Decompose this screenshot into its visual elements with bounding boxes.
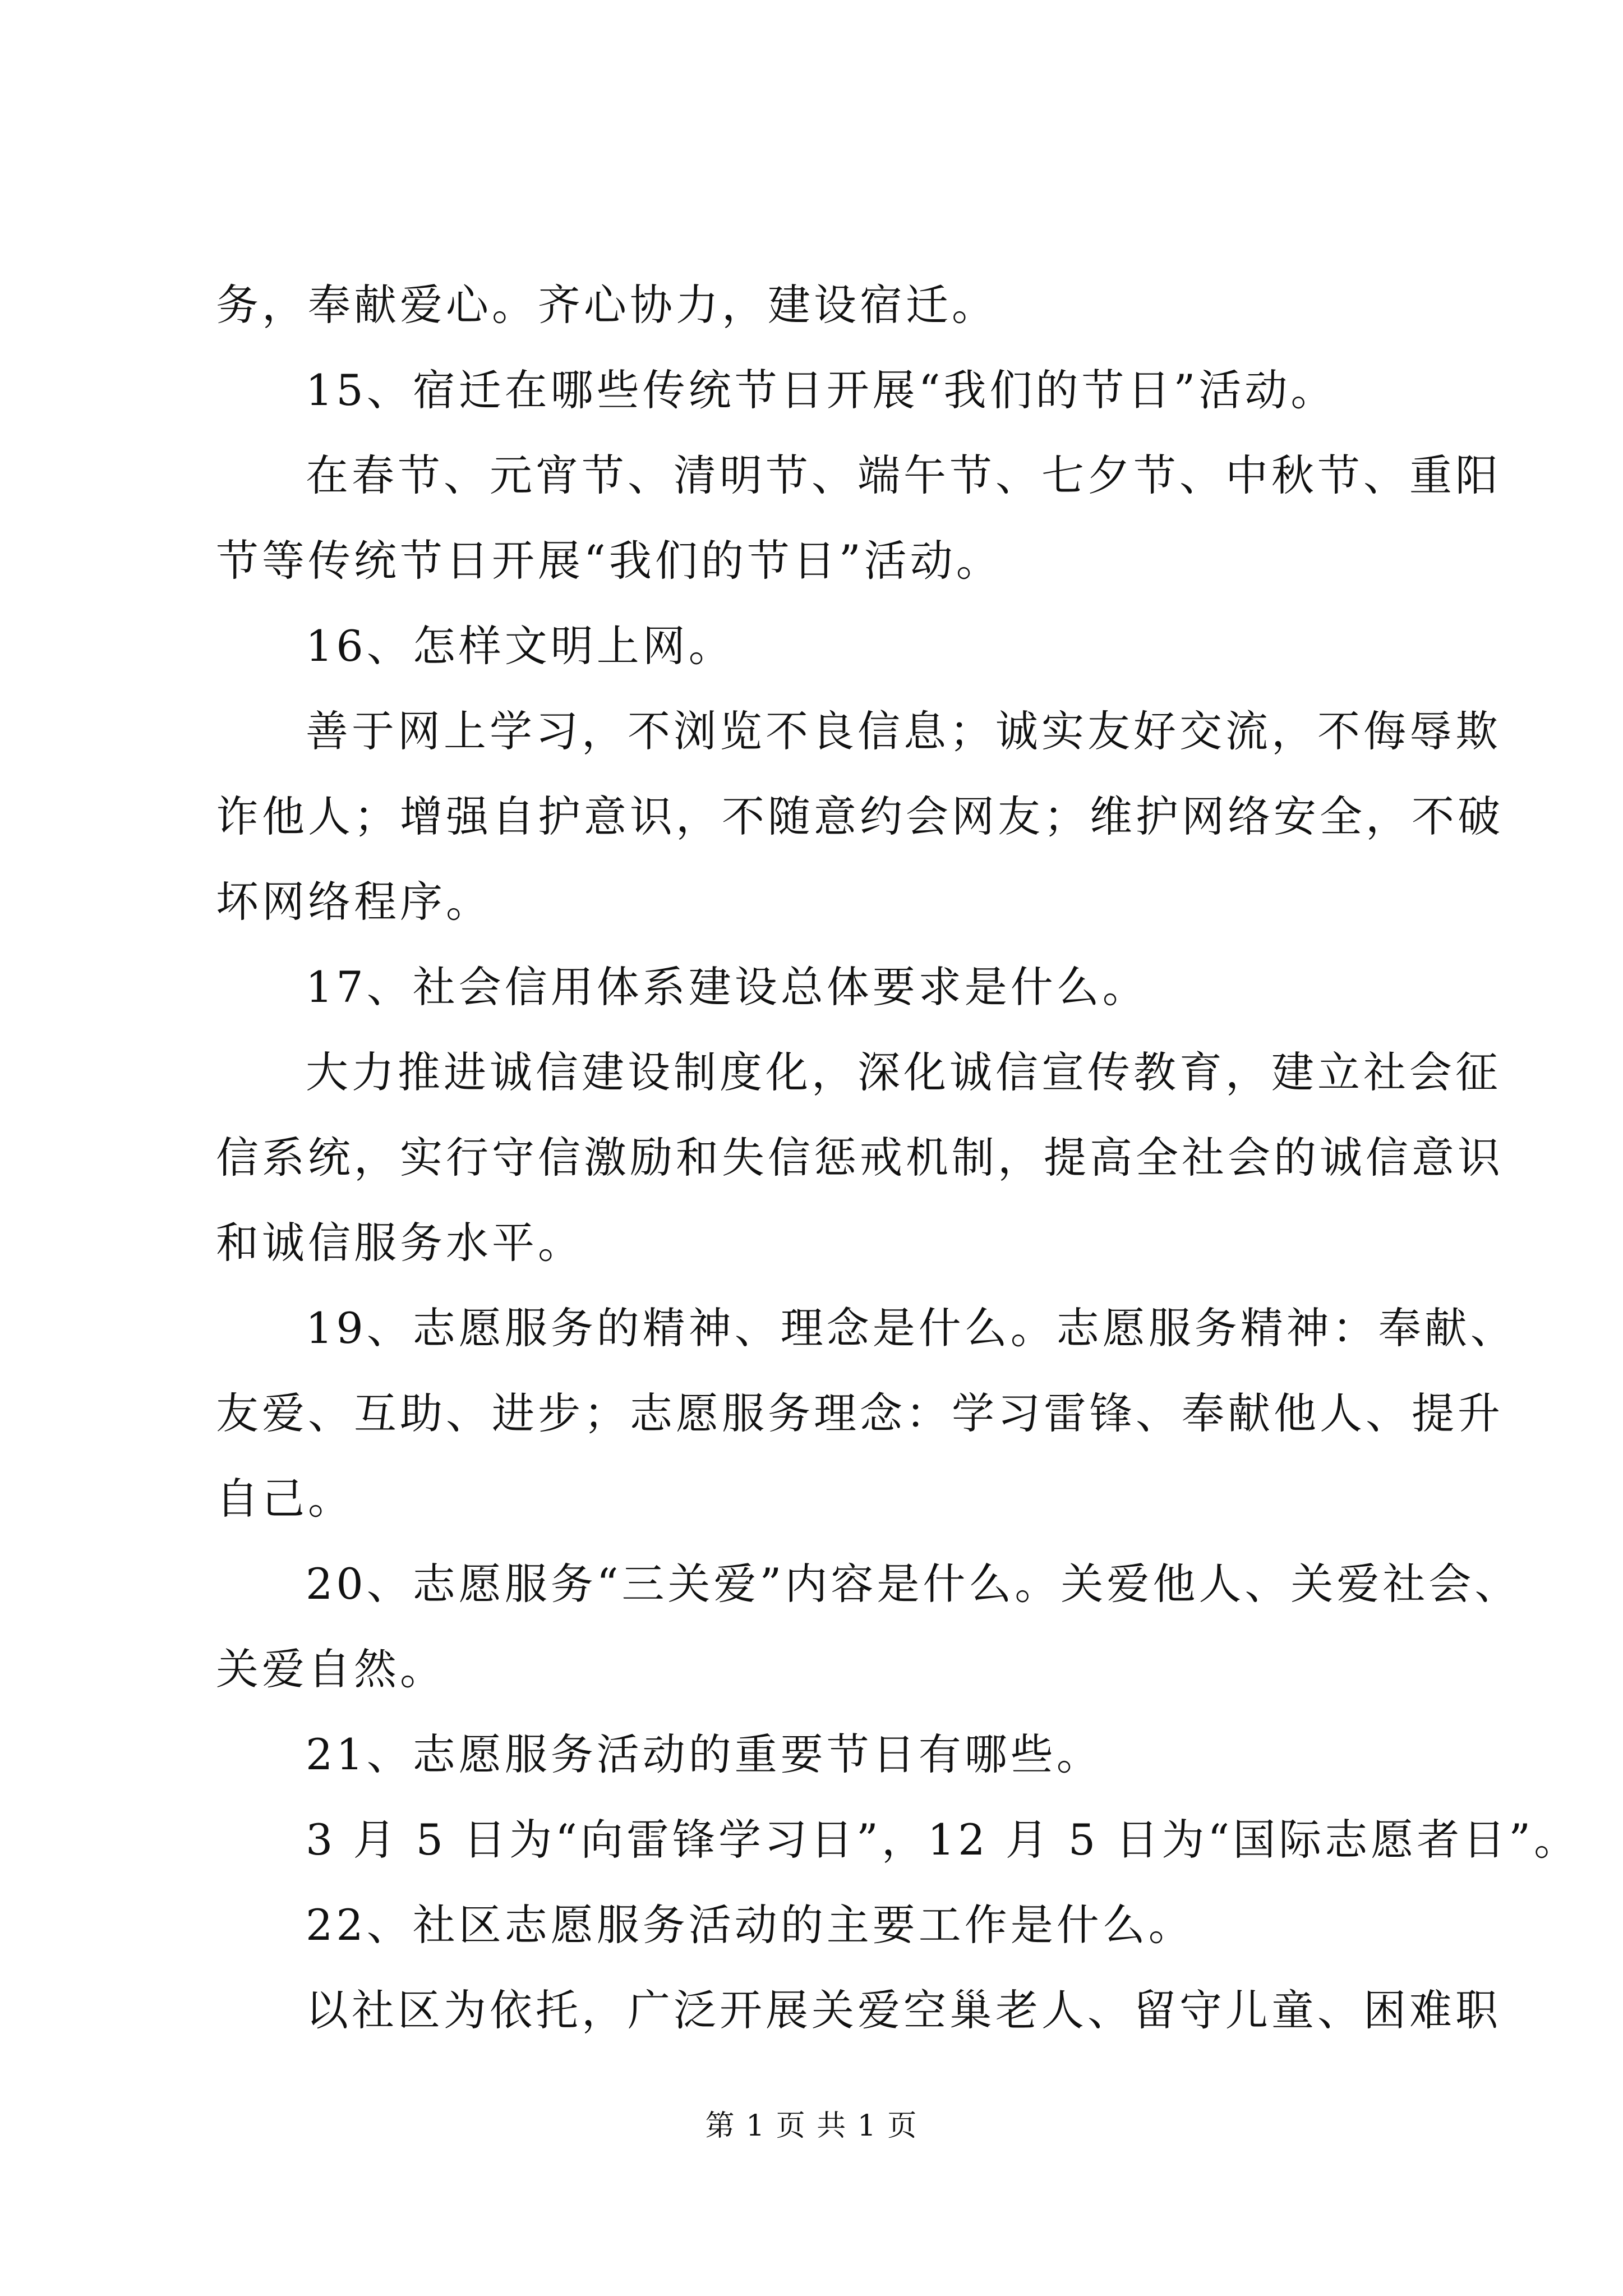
text-line-6: 善于网上学习，不浏览不良信息；诚实友好交流，不侮辱欺: [306, 706, 1501, 756]
text-line-15: 自己。: [216, 1474, 354, 1524]
text-line-17: 关爱自然。: [216, 1644, 446, 1694]
text-line-12: 和诚信服务水平。: [216, 1218, 584, 1268]
text-line-14: 友爱、互助、进步；志愿服务理念：学习雷锋、奉献他人、提升: [216, 1388, 1504, 1438]
text-line-16: 20、志愿服务“三关爱”内容是什么。关爱他人、关爱社会、: [306, 1559, 1521, 1609]
text-line-3: 在春节、元宵节、清明节、端午节、七夕节、中秋节、重阳: [306, 450, 1501, 500]
text-line-19: 3 月 5 日为“向雷锋学习日”，12 月 5 日为“国际志愿者日”。: [306, 1815, 1580, 1865]
text-line-2: 15、宿迁在哪些传统节日开展“我们的节日”活动。: [306, 365, 1337, 415]
text-line-5: 16、怎样文明上网。: [306, 621, 735, 671]
text-line-1: 务，奉献爱心。齐心协力，建设宿迁。: [216, 280, 998, 330]
text-line-20: 22、社区志愿服务活动的主要工作是什么。: [306, 1900, 1195, 1950]
page-number-footer: 第 1 页 共 1 页: [705, 2109, 918, 2143]
text-line-7: 诈他人；增强自护意识，不随意约会网友；维护网络安全，不破: [216, 792, 1504, 841]
text-line-13: 19、志愿服务的精神、理念是什么。志愿服务精神：奉献、: [306, 1303, 1516, 1353]
text-line-8: 坏网络程序。: [216, 877, 492, 927]
text-line-11: 信系统，实行守信激励和失信惩戒机制，提高全社会的诚信意识: [216, 1133, 1504, 1182]
text-line-21: 以社区为依托，广泛开展关爱空巢老人、留守儿童、困难职: [306, 1985, 1501, 2035]
text-line-18: 21、志愿服务活动的重要节日有哪些。: [306, 1729, 1103, 1779]
document-body: [216, 263, 1580, 2053]
text-line-4: 节等传统节日开展“我们的节日”活动。: [216, 536, 1002, 586]
text-line-9: 17、社会信用体系建设总体要求是什么。: [306, 962, 1149, 1012]
text-line-10: 大力推进诚信建设制度化，深化诚信宣传教育，建立社会征: [306, 1047, 1501, 1097]
